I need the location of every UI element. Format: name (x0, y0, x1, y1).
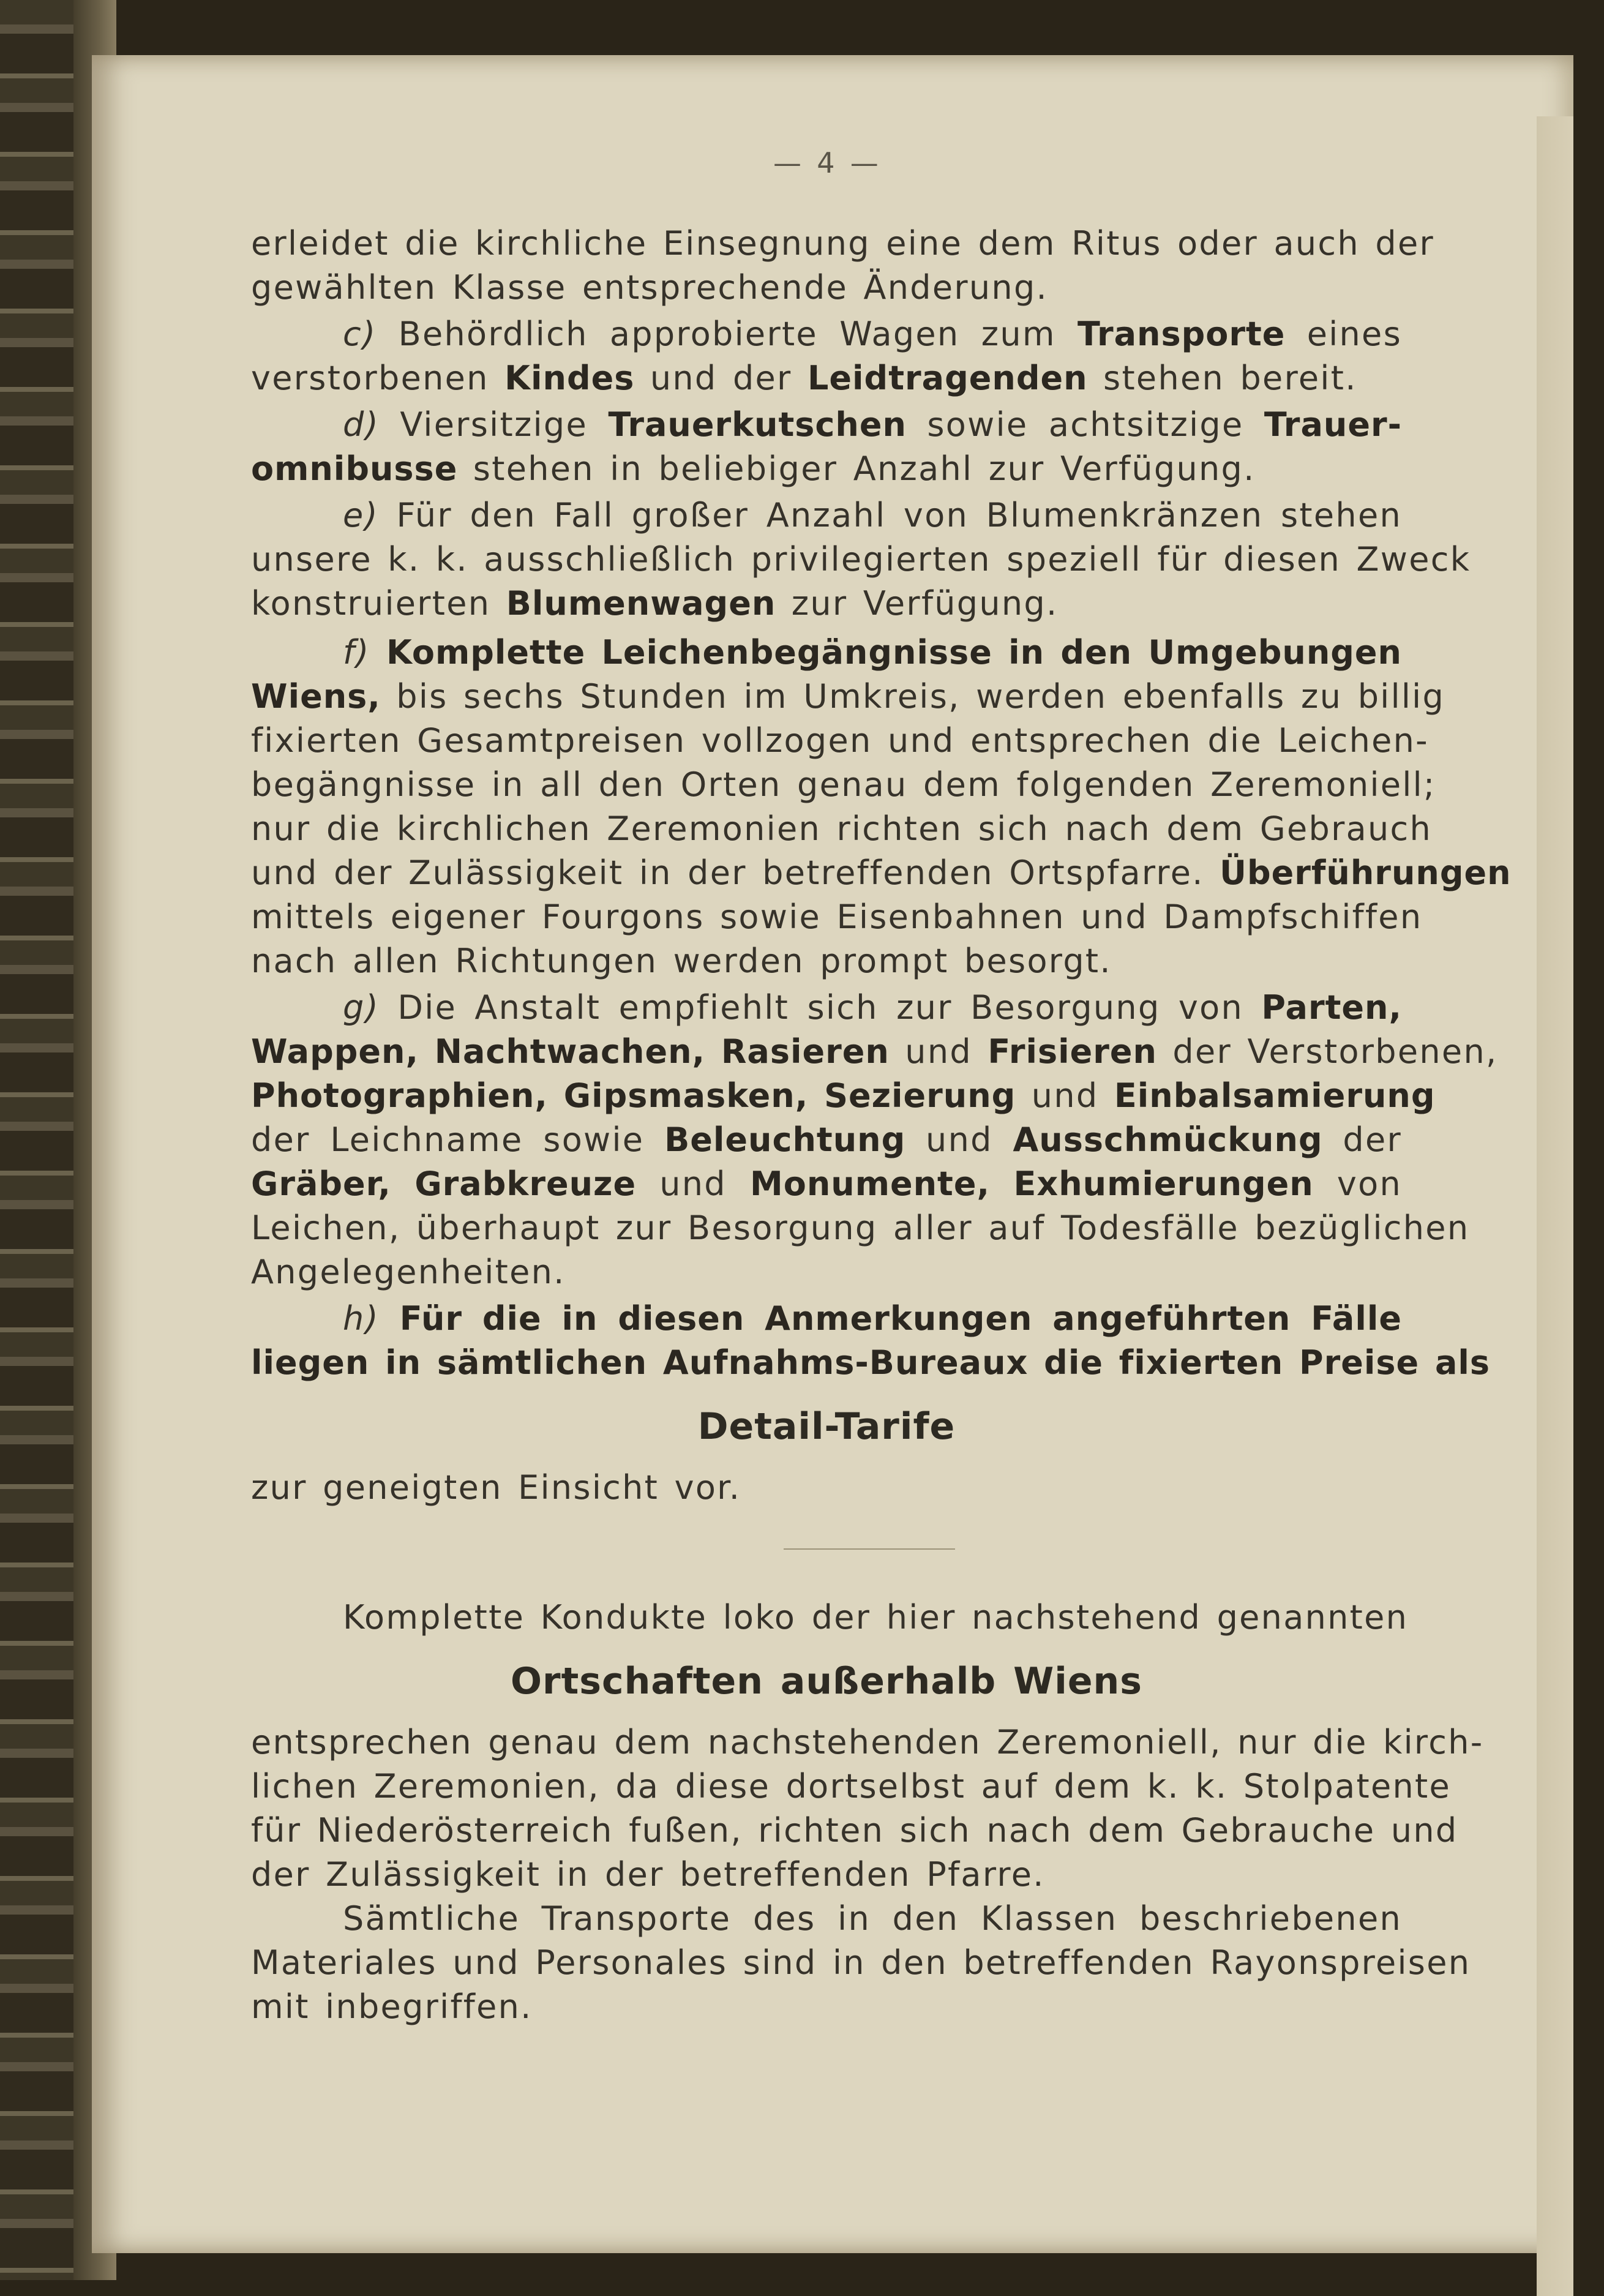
text-line: lichen Zeremonien, da diese dortselbst auf dem k. k. Stolpatente (251, 1767, 1452, 1806)
item-d: d) Viersitzige Trauerkutschen sowie achtsitzige Trauer- (343, 405, 1402, 444)
item-h: h) Für die in diesen Anmerkungen angeführten Fälle (343, 1299, 1402, 1338)
text-line: der Leichname sowie Beleuchtung und Ausschmückung der (251, 1120, 1402, 1159)
text-line: Photographien, Gipsmasken, Sezierung und Einbalsamierung (251, 1076, 1436, 1115)
text-line: Sämtliche Transporte des in den Klassen beschriebenen (343, 1899, 1402, 1938)
item-f: f) Komplette Leichenbegängnisse in den Umgebungen (343, 633, 1402, 672)
text-line: nach allen Richtungen werden prompt besorgt. (251, 942, 1112, 980)
text-line: Angelegenheiten. (251, 1253, 566, 1291)
text-line: gewählten Klasse entsprechende Änderung. (251, 268, 1048, 307)
text-line: Wiens, bis sechs Stunden im Umkreis, werden ebenfalls zu billig (251, 677, 1445, 716)
text-line: unsere k. k. ausschließlich privilegierten speziell für diesen Zweck (251, 540, 1471, 579)
text-line: der Zulässigkeit in der betreffenden Pfarre. (251, 1855, 1045, 1894)
item-e: e) Für den Fall großer Anzahl von Blumenkränzen stehen (343, 496, 1402, 535)
heading-detail-tarife: Detail-Tarife (697, 1405, 956, 1448)
text-line: Materiales und Personales sind in den betreffenden Rayonspreisen (251, 1943, 1471, 1982)
text-line: Leichen, überhaupt zur Besorgung aller auf Todesfälle bezüglichen (251, 1209, 1470, 1247)
text-line: begängnisse in all den Orten genau dem folgenden Zeremoniell; (251, 765, 1436, 804)
text-line: verstorbenen Kindes und der Leidtragenden stehen bereit. (251, 359, 1357, 397)
section-divider (784, 1548, 955, 1550)
text-line: omnibusse stehen in beliebiger Anzahl zur Verfügung. (251, 449, 1256, 488)
text-line: mit inbegriffen. (251, 1987, 533, 2026)
text-line: und der Zulässigkeit in der betreffenden Ortspfarre. Überführungen (251, 853, 1512, 892)
text-line: mittels eigener Fourgons sowie Eisenbahnen und Dampfschiffen (251, 898, 1423, 936)
heading-ortschaften: Ortschaften außerhalb Wiens (511, 1660, 1142, 1703)
item-g: g) Die Anstalt empfiehlt sich zur Besorgung von Parten, (343, 988, 1402, 1027)
text-line: für Niederösterreich fußen, richten sich nach dem Gebrauche und (251, 1811, 1458, 1850)
text-line: Wappen, Nachtwachen, Rasieren und Frisieren der Verstorbenen, (251, 1032, 1498, 1071)
item-c: c) Behördlich approbierte Wagen zum Transporte eines (343, 315, 1402, 353)
text-line: liegen in sämtlichen Aufnahms-Bureaux die fixierten Preise als (251, 1343, 1491, 1382)
page-number: — 4 — (773, 146, 880, 179)
text-line: erleidet die kirchliche Einsegnung eine dem Ritus oder auch der (251, 224, 1434, 263)
text-line: zur geneigten Einsicht vor. (251, 1468, 741, 1507)
text-line: nur die kirchlichen Zeremonien richten sich nach dem Gebrauch (251, 809, 1433, 848)
text-line: konstruierten Blumenwagen zur Verfügung. (251, 584, 1059, 623)
text-line: Komplette Kondukte loko der hier nachstehend genannten (343, 1598, 1409, 1637)
page-edge (1537, 116, 1573, 2296)
text-line: Gräber, Grabkreuze und Monumente, Exhumierungen von (251, 1165, 1402, 1203)
text-line: fixierten Gesamtpreisen vollzogen und entsprechen die Leichen- (251, 721, 1429, 760)
text-line: entsprechen genau dem nachstehenden Zeremoniell, nur die kirch- (251, 1723, 1484, 1761)
